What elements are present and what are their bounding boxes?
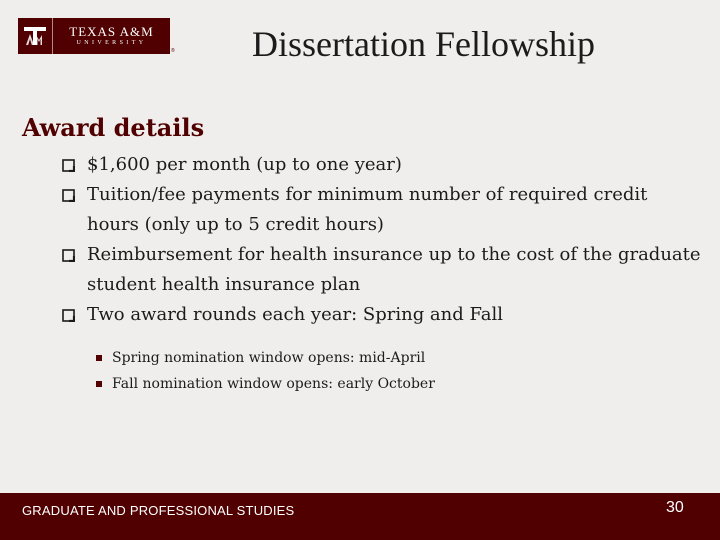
sub-bullet-text: Spring nomination window opens: mid-April [112, 350, 426, 366]
square-bullet-icon [96, 355, 102, 361]
bullet-text: Tuition/fee payments for minimum number of required credit hours (only up to 5 credit hours) [87, 184, 648, 235]
bullet-text: Reimbursement for health insurance up to the cost of the graduate student health insurance plan [87, 244, 701, 295]
slide-header [0, 0, 720, 74]
list-item [62, 300, 702, 330]
checkbox-icon [62, 249, 75, 262]
checkbox-icon [62, 159, 75, 172]
sub-bullet-text: Fall nomination window opens: early October [112, 376, 435, 392]
list-item [62, 240, 702, 300]
trademark-mark: ® [171, 48, 175, 54]
list-item [62, 180, 702, 240]
list-item [96, 345, 656, 371]
page-number: 30 [666, 499, 684, 516]
list-item [62, 150, 702, 180]
list-item [96, 371, 656, 397]
footer-label: GRADUATE AND PROFESSIONAL STUDIES [22, 503, 295, 518]
atm-logo-icon [18, 18, 53, 54]
bullet-list [62, 150, 702, 330]
logo-subtitle: UNIVERSITY [76, 39, 147, 46]
slide-title: Dissertation Fellowship [252, 24, 595, 64]
bullet-text: $1,600 per month (up to one year) [87, 154, 402, 175]
logo-wordmark [53, 25, 170, 48]
bullet-text: Two award rounds each year: Spring and Fall [87, 304, 504, 325]
sub-bullet-list [96, 345, 656, 397]
university-logo [18, 18, 170, 54]
checkbox-icon [62, 189, 75, 202]
logo-name: TEXAS A&M [69, 23, 154, 39]
slide-footer [0, 493, 720, 540]
checkbox-icon [62, 309, 75, 322]
section-heading: Award details [22, 113, 205, 142]
square-bullet-icon [96, 381, 102, 387]
